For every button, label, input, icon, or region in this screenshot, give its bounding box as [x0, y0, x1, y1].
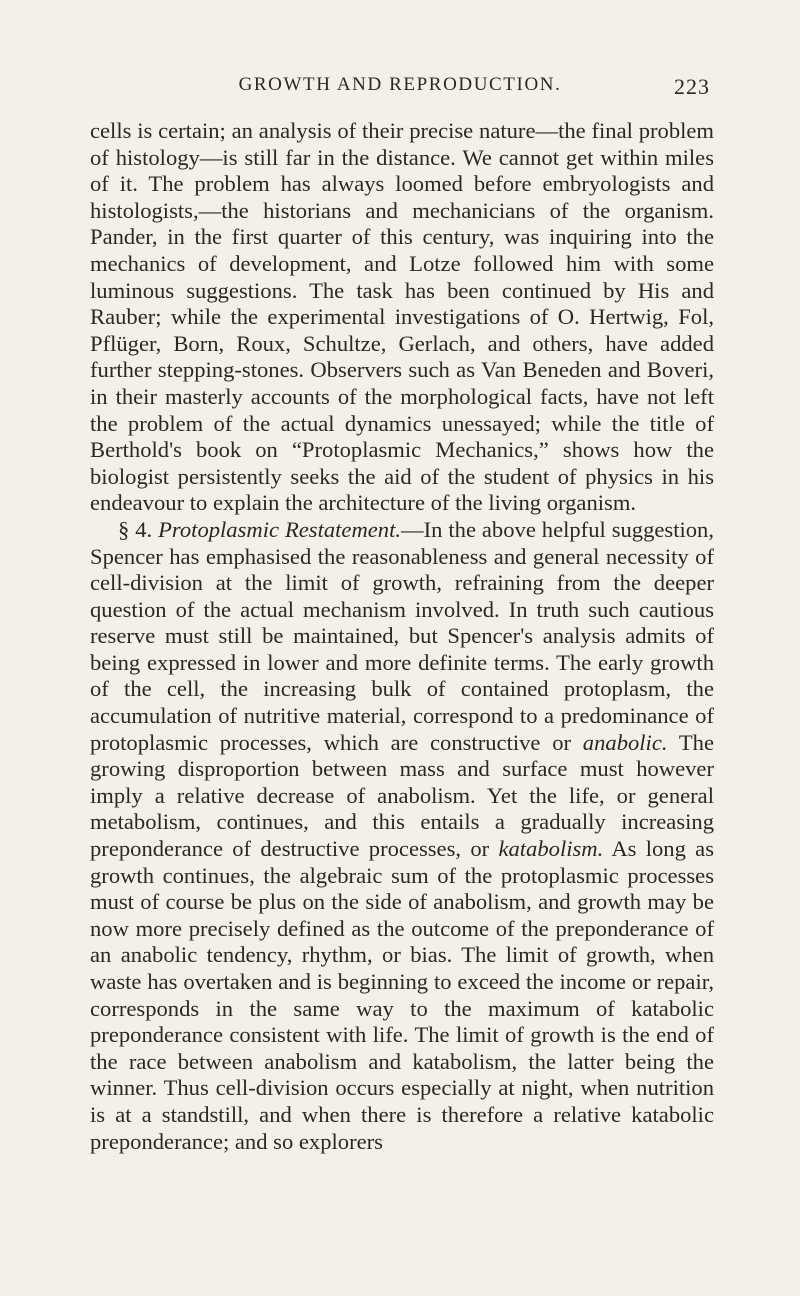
paragraph-continued: cells is certain; an analysis of their precise nature—the final problem of histology—is still far in the distance. We cannot get within miles of it. The problem has always loomed before embryologists and histologists,—the historians and mechanicians of the organism. Pander, in the first quarter of this century, was inquiring into the mechanics of development, and Lotze followed him with some luminous suggestions. The task has been continued by His and Rauber; while the experimental investigations of O. Hertwig, Fol, Pflüger, Born, Roux, Schultze, Gerlach, and others, have added further stepping-stones. Observers such as Van Beneden and Boveri, in their masterly accounts of the morphological facts, have not left the problem of the actual dynamics unessayed; while the title of Berthold's book on “Protoplasmic Mechanics,” shows how the biologist persistently seeks the aid of the student of physics in his endeavour to explain the architecture of the living organism.	[90, 118, 714, 516]
paragraph-section-4	[90, 517, 714, 1155]
running-title: GROWTH AND REPRODUCTION.	[238, 74, 562, 95]
section-mark: § 4.	[118, 516, 153, 542]
paragraph-text: —In the above helpful suggestion, Spencer has emphasised the reasonableness and general necessity of cell-division at the limit of growth, refraining from the deeper question of the actual mechanism involved. In truth such cautious reserve must still be maintained, but Spencer's analysis admits of being expressed in lower and more definite terms. The early growth of the cell, the increasing bulk of contained protoplasm, the accumulation of nutritive material, correspond to a predominance of protoplasmic processes, which are constructive or	[90, 516, 715, 755]
term-anabolic: anabolic.	[582, 729, 668, 755]
body-text	[90, 118, 714, 1155]
page-number: 223	[674, 74, 710, 99]
term-katabolism: katabolism.	[498, 836, 604, 862]
running-head	[0, 74, 800, 104]
paragraph-text: As long as growth continues, the algebraic sum of the protoplasmic processes must of course be plus on the side of anabolism, and growth may be now more precisely defined as the outcome of the preponderance of an anabolic tendency, rhythm, or bias. The limit of growth, when waste has overtaken and is beginning to exceed the income or repair, corresponds in the same way to the maximum of katabolic preponderance consistent with life. The limit of growth is the end of the race between anabolism and katabolism, the latter being the winner. Thus cell-division occurs especially at night, when nutrition is at a standstill, and when there is therefore a relative katabolic preponderance; and so explorers	[90, 836, 715, 1154]
section-title: Protoplasmic Restatement.	[158, 516, 402, 542]
paragraph-text: The growing disproportion between mass and surface must however imply a relative decrease of anabolism. Yet the life, or general metabolism, continues, and this entails a gradually increasing preponderance of destructive processes, or	[90, 729, 714, 862]
